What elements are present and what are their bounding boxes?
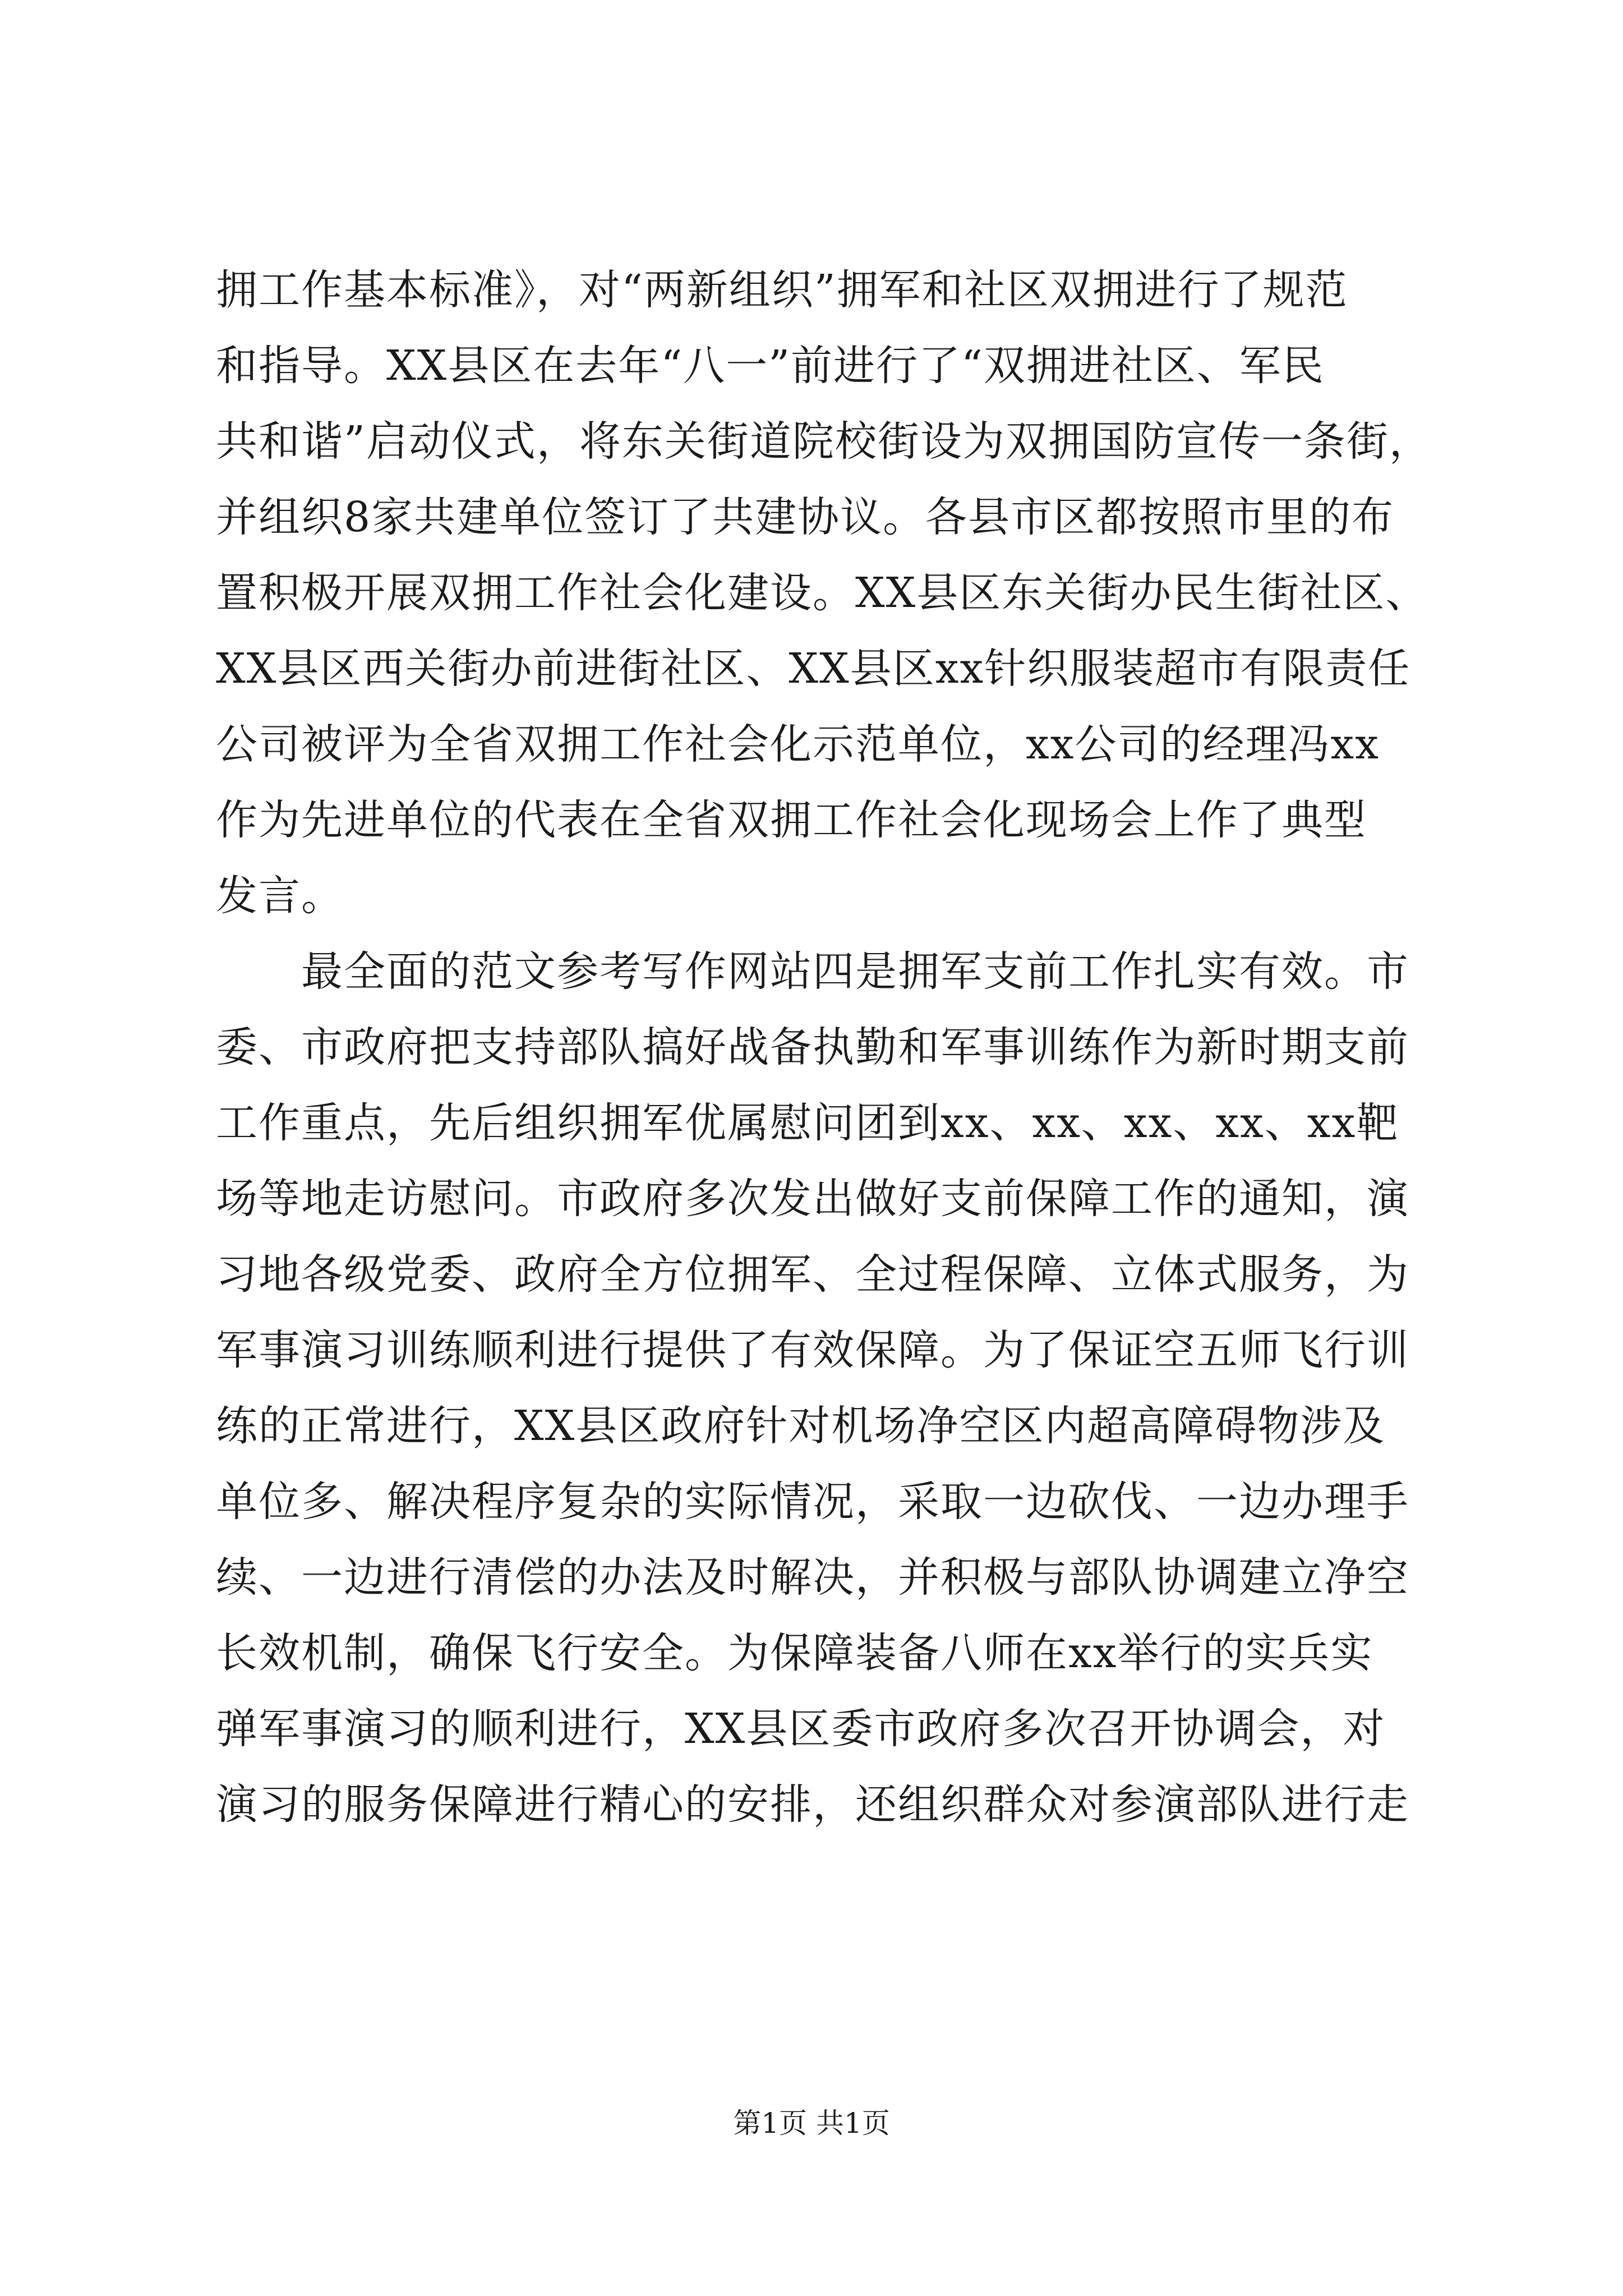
text-line: 弹军事演习的顺利进行，XX县区委市政府多次召开协调会，对 bbox=[216, 1705, 1386, 1753]
text-line: 最全面的范文参考写作网站四是拥军支前工作扎实有效。市 bbox=[216, 947, 1409, 996]
text-line: 拥工作基本标准》，对“两新组织”拥军和社区双拥进行了规范 bbox=[216, 266, 1348, 314]
text-line: 工作重点，先后组织拥军优属慰问团到xx、xx、xx、xx、xx靶 bbox=[216, 1099, 1399, 1147]
text-line: XX县区西关街办前进街社区、XX县区xx针织服装超市有限责任 bbox=[216, 645, 1411, 693]
text-line: 军事演习训练顺利进行提供了有效保障。为了保证空五师飞行训 bbox=[216, 1326, 1409, 1374]
text-line: 委、市政府把支持部队搞好战备执勤和军事训练作为新时期支前 bbox=[216, 1023, 1409, 1071]
text-line: 置积极开展双拥工作社会化建设。XX县区东关街办民生街社区、 bbox=[216, 569, 1428, 617]
body-text bbox=[216, 252, 1432, 1843]
text-line: 单位多、解决程序复杂的实际情况，采取一边砍伐、一边办理手 bbox=[216, 1478, 1409, 1526]
text-line: 长效机制，确保飞行安全。为保障装备八师在xx举行的实兵实 bbox=[216, 1629, 1373, 1677]
text-line: 发言。 bbox=[216, 872, 344, 920]
text-line: 续、一边进行清偿的办法及时解决，并积极与部队协调建立净空 bbox=[216, 1553, 1409, 1602]
text-line: 共和谐”启动仪式，将东关街道院校街设为双拥国防宣传一条街， bbox=[216, 417, 1432, 466]
page-footer: 第1页 共1页 bbox=[733, 2107, 890, 2139]
text-line: 和指导。XX县区在去年“八一”前进行了“双拥进社区、军民 bbox=[216, 342, 1325, 390]
text-line: 练的正常进行，XX县区政府针对机场净空区内超高障碍物涉及 bbox=[216, 1402, 1386, 1450]
text-line: 公司被评为全省双拥工作社会化示范单位，xx公司的经理冯xx bbox=[216, 720, 1380, 769]
text-line: 场等地走访慰问。市政府多次发出做好支前保障工作的通知，演 bbox=[216, 1175, 1409, 1223]
text-line: 演习的服务保障进行精心的安排，还组织群众对参演部队进行走 bbox=[216, 1780, 1409, 1829]
text-line: 作为先进单位的代表在全省双拥工作社会化现场会上作了典型 bbox=[216, 796, 1367, 844]
text-line: 并组织8家共建单位签订了共建协议。各县市区都按照市里的布 bbox=[216, 493, 1395, 541]
text-line: 习地各级党委、政府全方位拥军、全过程保障、立体式服务，为 bbox=[216, 1250, 1409, 1299]
